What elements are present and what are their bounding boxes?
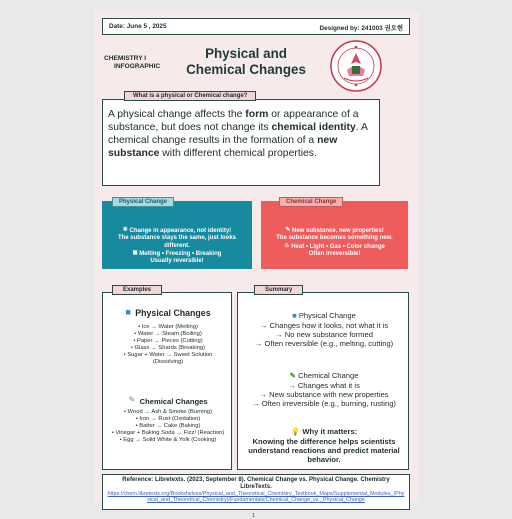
subject-line-2: INFOGRAPHIC <box>114 63 161 70</box>
summary-physical-line-2: → No new substance formed <box>275 329 373 339</box>
list-item: • Batter → Cake (Baking) <box>111 423 225 430</box>
summary-physical-line-1: → Changes how it looks, not what it is <box>259 320 389 330</box>
physical-change-tag: Physical Change <box>112 197 174 207</box>
ice-cube-icon: ■ <box>292 311 297 321</box>
def-text-1: A physical change affects the <box>108 109 246 120</box>
def-bold-form: form <box>245 109 269 120</box>
header-bar <box>102 18 410 35</box>
chemical-change-tag: Chemical Change <box>279 197 343 207</box>
title-line-2: Chemical Changes <box>186 62 306 77</box>
ice-cube-icon: ■ <box>125 306 131 317</box>
title-line-1: Physical and <box>205 46 287 61</box>
list-item: • Wood → Ash & Smoke (Burning) <box>111 409 225 416</box>
page-title <box>186 46 306 78</box>
list-item: • Glass → Shards (Breaking) <box>111 345 225 352</box>
list-item: • Water → Steam (Boiling) <box>111 331 225 338</box>
summary-chemical-line-3: → Often irreversible (e.g., burning, rusting) <box>252 399 396 408</box>
summary-chemical-line-1: → Changes what it is <box>288 380 360 390</box>
chem-card-line-4: Often irreversible! <box>308 250 361 257</box>
chemical-change-card <box>261 201 408 269</box>
ice-cube-icon: ◼ <box>132 249 138 256</box>
test-tube-icon: ✎ <box>289 371 296 381</box>
phys-card-line-1: Change in appearance, not identity! <box>129 228 232 235</box>
phys-card-line-2: The substance stays the same, just looks different. <box>117 235 237 249</box>
chem-card-line-3: Heat • Light • Gas • Color change <box>291 243 385 250</box>
definition-text <box>108 108 374 160</box>
list-item: • Vinegar + Baking Soda → Fizz! (Reaction) <box>111 430 225 437</box>
infographic-page <box>94 11 419 519</box>
reference-link[interactable]: https://chem.libretexts.org/Bookshelves/Physical_and_Theoretical_Chemistry_Textbook_Maps/Supplemental_Modules_(Physical_and_Theoretical_Chemistry)/Fundamentals/Chemical_Change_vs._Physical_Change <box>107 491 405 504</box>
summary-physical-line-3: → Often reversible (e.g., melting, cutting) <box>254 339 394 348</box>
designer-label: Designed by: 241003 권오현 <box>319 25 403 32</box>
physical-examples-list <box>111 324 225 366</box>
chem-card-line-2: The substance becomes something new. <box>276 235 393 242</box>
summary-why-heading: Why it matters: <box>302 427 358 436</box>
date-label: Date: June 5 , 2025 <box>109 23 167 30</box>
list-item: • Egg → Solid White & Yolk (Cooking) <box>111 437 225 444</box>
test-tube-icon: ✎ <box>285 227 291 233</box>
def-text-5: with different chemical properties. <box>159 148 317 159</box>
subject-line-1: CHEMISTRY I <box>104 55 147 62</box>
lightbulb-icon: 💡 <box>290 427 301 437</box>
examples-box <box>102 292 232 470</box>
examples-tag: Examples <box>112 285 162 295</box>
summary-tag: Summary <box>254 285 303 295</box>
reference-text: Reference: Libretexts. (2023, September 8). Chemical Change vs. Physical Change. Chemistry LibreTexts. <box>122 477 390 490</box>
test-tube-icon: ✎ <box>128 395 136 405</box>
summary-physical-heading: Physical Change <box>298 311 356 320</box>
summary-chemical-heading: Chemical Change <box>298 371 359 380</box>
summary-physical <box>238 311 410 348</box>
list-item: • Ice → Water (Melting) <box>111 324 225 331</box>
def-bold-new-substance: new substance <box>108 135 338 159</box>
subject-label <box>104 55 174 71</box>
chemical-examples-list <box>111 409 225 444</box>
summary-chemical-line-2: → New substance with new properties <box>259 389 389 399</box>
phys-card-line-4: Usually reversible! <box>150 258 204 265</box>
def-text-4: A chemical change results in the formation of a <box>108 122 368 146</box>
physical-change-card <box>102 201 252 269</box>
summary-why-text: Knowing the difference helps scientists understand reactions and predict material behavior. <box>248 436 400 464</box>
chemical-examples-heading: Chemical Changes <box>139 397 208 406</box>
list-item: • Iron → Rust (Oxidation) <box>111 416 225 423</box>
def-text-2: or appearance of a substance, but does not change its <box>108 109 359 133</box>
definition-tag: What is a physical or Chemical change? <box>124 91 256 101</box>
list-item: • Sugar + Water → Sweet Solution (Dissolving) <box>111 352 225 366</box>
physical-examples-heading: Physical Changes <box>135 308 211 318</box>
fire-icon: ♨ <box>284 242 290 249</box>
summary-why <box>246 427 402 464</box>
reference-box <box>102 474 410 510</box>
list-item: • Paper → Pieces (Cutting) <box>111 338 225 345</box>
summary-box <box>237 292 409 470</box>
snowflake-icon: ❄ <box>122 227 128 233</box>
chem-card-line-1: New substance, new properties! <box>292 228 384 235</box>
phys-card-line-3: Melting • Freezing • Breaking <box>139 250 222 257</box>
def-bold-identity: chemical identity <box>271 122 356 133</box>
def-text-3: . <box>355 122 359 133</box>
summary-chemical <box>238 371 410 408</box>
page-number: 1 <box>252 513 255 519</box>
seal-logo <box>330 40 382 92</box>
